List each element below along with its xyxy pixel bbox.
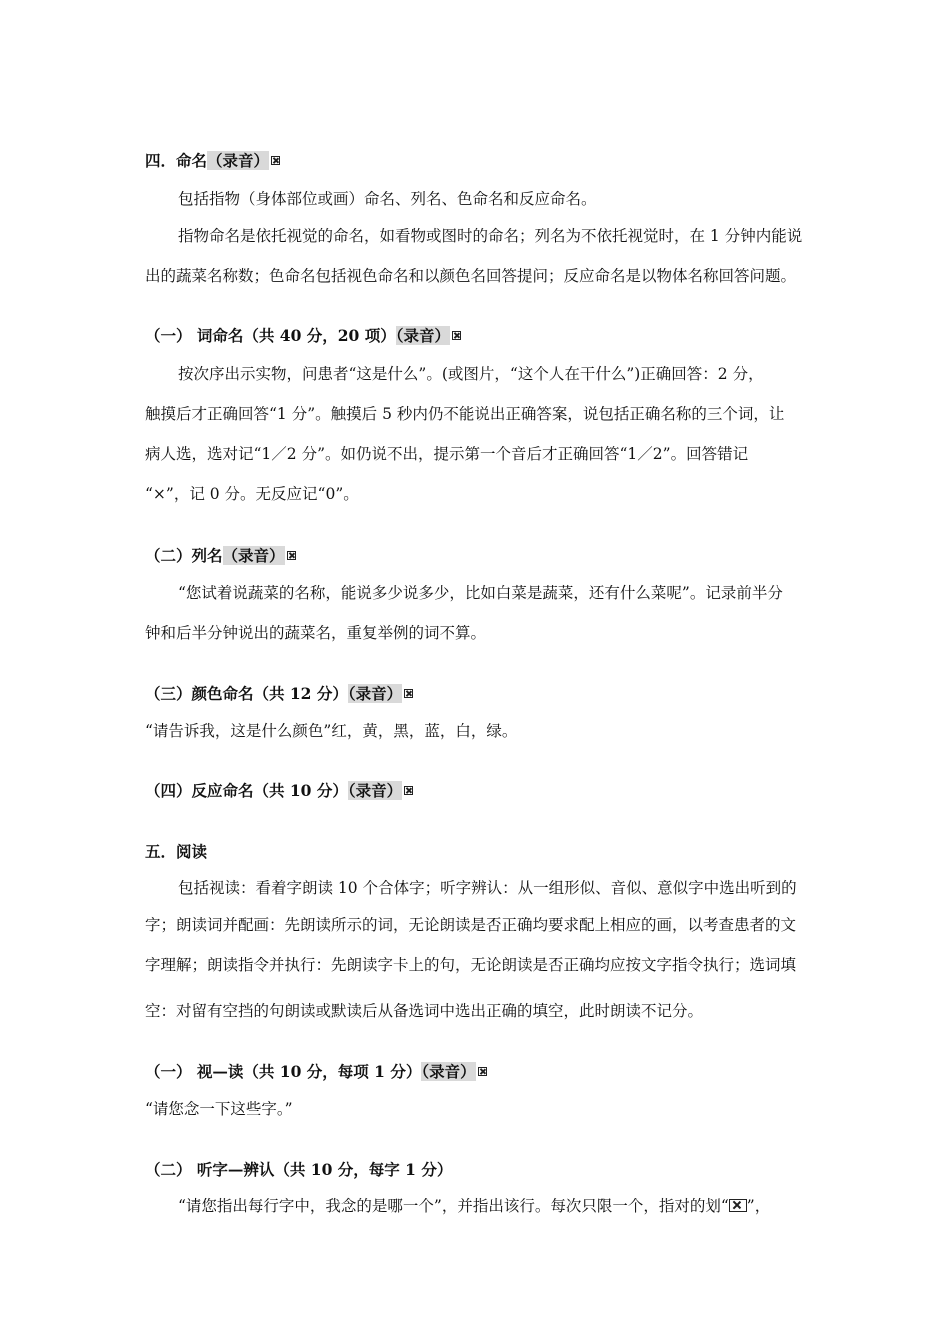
paragraph: 包括视读：看着字朗读 10 个合体字；听字辨认：从一组形似、音似、意似字中选出听到的 xyxy=(178,879,797,897)
crossed-box-icon xyxy=(729,1199,747,1212)
subsection-title: （四）反应命名（共 10 分） xyxy=(145,781,348,800)
recording-tag: （录音） xyxy=(421,1062,476,1081)
paragraph: 字理解；朗读指令并执行：先朗读字卡上的句，无论朗读是否正确均应按文字指令执行；选词填 xyxy=(145,956,797,974)
recording-tag: （录音） xyxy=(207,151,270,170)
subsection-title: （二）列名 xyxy=(145,546,223,565)
recording-marker-icon xyxy=(478,1067,487,1076)
subsection-4-4-heading xyxy=(145,781,413,801)
recording-tag: （录音） xyxy=(347,781,403,800)
subsection-4-1-heading xyxy=(145,326,461,346)
subsection-4-2-heading xyxy=(145,546,296,566)
recording-tag: （录音） xyxy=(347,684,403,703)
paragraph: 病人选，选对记“1／2 分”。如仍说不出，提示第一个音后才正确回答“1／2”。回答错记 xyxy=(145,445,749,463)
recording-tag: （录音） xyxy=(222,546,285,565)
paragraph: 字；朗读词并配画：先朗读所示的词，无论朗读是否正确均要求配上相应的画，以考查患者的文 xyxy=(145,916,797,934)
section-4-title: 四．命名 xyxy=(145,151,208,170)
paragraph xyxy=(178,1196,770,1216)
paragraph: 钟和后半分钟说出的蔬菜名，重复举例的词不算。 xyxy=(145,624,487,642)
paragraph: 指物命名是依托视觉的命名，如看物或图时的命名；列名为不依托视觉时，在 1 分钟内能说 xyxy=(178,227,803,245)
paragraph: “您试着说蔬菜的名称，能说多少说多少，比如白菜是蔬菜，还有什么菜呢”。记录前半分 xyxy=(178,584,783,602)
subsection-5-2-heading: （二） 听字—辨认（共 10 分，每字 1 分） xyxy=(145,1160,453,1179)
section-5-heading: 五．阅读 xyxy=(145,842,208,861)
paragraph: “请您念一下这些字。” xyxy=(145,1100,293,1118)
paragraph: “请告诉我，这是什么颜色”红，黄，黑，蓝，白，绿。 xyxy=(145,722,518,740)
paragraph-text: “请您指出每行字中，我念的是哪一个”，并指出该行。每次只限一个，指对的划“ xyxy=(178,1197,729,1215)
subsection-title: （一） 视—读（共 10 分，每项 1 分） xyxy=(145,1062,422,1081)
section-4-heading xyxy=(145,151,280,171)
paragraph-text: ”， xyxy=(746,1197,771,1215)
recording-marker-icon xyxy=(287,551,296,560)
subsection-5-1-heading xyxy=(145,1062,487,1082)
subsection-4-3-heading xyxy=(145,684,413,704)
paragraph: 按次序出示实物，问患者“这是什么”。(或图片，“这个人在干什么”)正确回答：2 分， xyxy=(178,365,764,383)
recording-marker-icon xyxy=(404,689,413,698)
recording-marker-icon xyxy=(271,156,280,165)
paragraph: 出的蔬菜名称数；色命名包括视色命名和以颜色名回答提问；反应命名是以物体名称回答问题。 xyxy=(145,267,797,285)
recording-tag: （录音） xyxy=(395,326,450,345)
recording-marker-icon xyxy=(452,331,461,340)
paragraph: 空：对留有空挡的句朗读或默读后从备选词中选出正确的填空，此时朗读不记分。 xyxy=(145,1002,704,1020)
recording-marker-icon xyxy=(404,786,413,795)
paragraph: “×”，记 0 分。无反应记“0”。 xyxy=(145,485,359,503)
subsection-title: （三）颜色命名（共 12 分） xyxy=(145,684,348,703)
subsection-title: （一） 词命名（共 40 分，20 项） xyxy=(145,326,396,345)
paragraph: 包括指物（身体部位或画）命名、列名、色命名和反应命名。 xyxy=(178,190,597,208)
paragraph: 触摸后才正确回答“1 分”。触摸后 5 秒内仍不能说出正确答案，说包括正确名称的三个词，让 xyxy=(145,405,785,423)
